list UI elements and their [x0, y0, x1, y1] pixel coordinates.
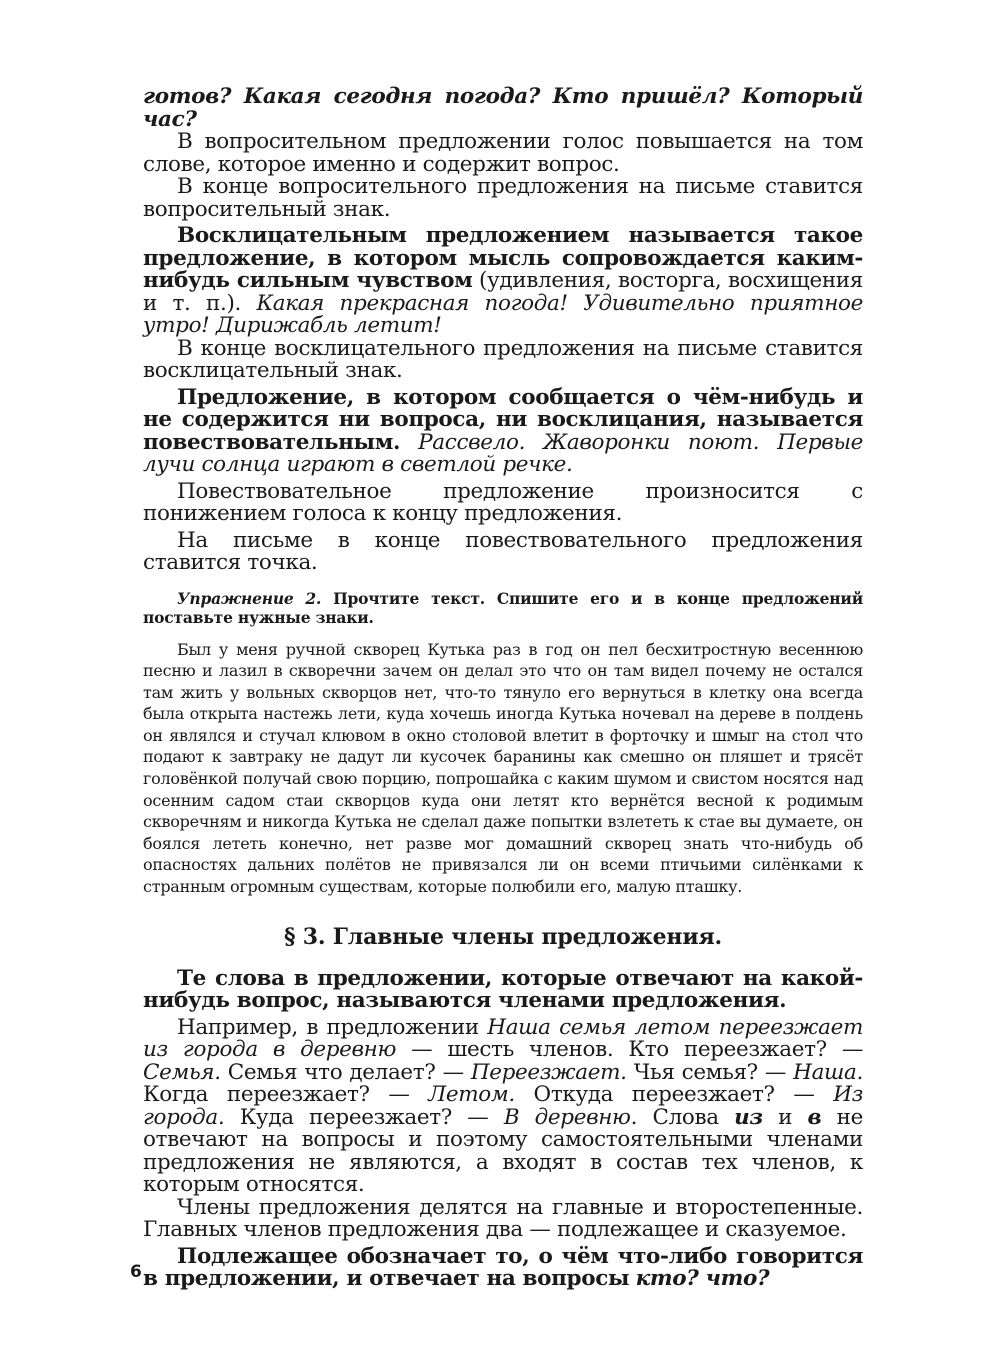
- word-span: из: [734, 1104, 763, 1130]
- rule-subject-questions: кто? что?: [635, 1266, 770, 1292]
- rule-declarative-bold: Предложение, в котором сообщается о чём-нибудь и не содержится ни вопроса, ни восклицания, называется повествовательным.: [143, 384, 863, 455]
- paragraph-question-mark: В конце вопросительного предложения на письме ставится вопросительный знак.: [143, 174, 863, 222]
- page-number: 6: [130, 1262, 142, 1282]
- word-span: в: [807, 1104, 822, 1130]
- section-heading: § 3. Главные члены предложения.: [284, 923, 722, 950]
- rule-subject: [143, 1243, 863, 1292]
- example-questions-line: готов? Какая сегодня погода? Кто пришёл? Который час?: [143, 84, 863, 132]
- paragraph-example-members: [143, 1014, 864, 1198]
- rule-exclamatory-sentence: [143, 225, 863, 338]
- exercise-header: [143, 589, 863, 627]
- text-span: Слова: [652, 1104, 719, 1130]
- textbook-page: [143, 86, 863, 1291]
- exercise-instruction: Прочтите текст. Спишите его и в конце предложений поставьте нужные знаки.: [143, 588, 863, 627]
- text-span: Чья семья? —: [633, 1059, 787, 1085]
- text-span: Откуда переезжает? —: [533, 1082, 815, 1108]
- rule-exclamatory-bold: Восклицательным предложением называется такое предложение, в котором мысль сопровождается каким-нибудь сильным чувством: [143, 223, 863, 293]
- exercise-text: Был у меня ручной скворец Кутька раз в год он пел бесхитростную весеннюю песню и лазил в скворечни зачем он делал это что он там видел почему не остался там жить у вольных скворцов нет, что-то тянуло его вернуться в клетку она всегда была открыта настежь лети, куда хочешь иногда Кутька ночевал на дереве в полдень он являлся и стучал клювом в окно столовой влетит в форточку и шмыг на стол что подают к завтраку не дадут ли кусочек баранины как смешно он пляшет и трясёт головёнкой получай свою порцию, попрошайка с каким шумом и свистом носятся над осенним садом стаи скворцов куда они летят кто вернётся весной к родимым скворечням и никогда Кутька не сделал даже попытки взлететь к стае вы думаете, он боялся лететь конечно, нет разве мог домашний скворец знать что-нибудь об опасностях дальних полётов не привязался ли он всеми птичьими силёнками к странным огромным существам, которые полюбили его, малую пташку.: [143, 639, 863, 897]
- answer-span: Из города.: [143, 1082, 864, 1130]
- paragraph-question-intonation: В вопросительном предложении голос повышается на том слове, которое именно и содержит вопрос.: [143, 129, 863, 177]
- text-span: не отвечают на вопросы и поэтому самостоятельными членами предложения не являются, а входят в состав тех членов, к которым относятся.: [143, 1104, 864, 1198]
- rule-exclamatory-plain: (удивления, восторга, восхищения и т. п.).: [143, 268, 863, 316]
- paragraph-exclamation-mark: В конце восклицательного предложения на письме ставится восклицательный знак.: [143, 335, 863, 383]
- rule-exclamatory-examples: Какая прекрасная погода! Удивительно приятное утро! Дирижабль летит!: [143, 290, 864, 338]
- rule-subject-bold: Подлежащее обозначает то, о чём что-либо говорится в предложении, и отвечает на вопросы: [143, 1243, 863, 1292]
- answer-span: Летом.: [428, 1082, 515, 1108]
- text-span: Семья что делает? —: [227, 1059, 464, 1085]
- text-span: Куда переезжает? —: [239, 1104, 489, 1130]
- answer-span: В деревню.: [503, 1104, 638, 1130]
- answer-span: Наша.: [793, 1059, 864, 1085]
- text-span: — шесть членов. Кто переезжает? —: [411, 1037, 864, 1063]
- paragraph-period: На письме в конце повествовательного предложения ставится точка.: [143, 527, 863, 575]
- text-span: Например, в предложении: [177, 1014, 479, 1040]
- text-span: и: [778, 1104, 793, 1130]
- text-span: Когда переезжает? —: [143, 1082, 410, 1108]
- exercise-label: Упражнение 2.: [177, 588, 322, 608]
- example-sentence: Наша семья летом переезжает из города в деревню: [143, 1014, 863, 1063]
- paragraph-main-secondary: Члены предложения делятся на главные и второстепенные. Главных членов предложения два — подлежащее и сказуемое.: [143, 1194, 863, 1243]
- answer-span: Переезжает.: [470, 1059, 627, 1085]
- answer-span: Семья.: [143, 1059, 221, 1085]
- rule-sentence-members: Те слова в предложении, которые отвечают на какой-нибудь вопрос, называются членами предложения.: [143, 965, 863, 1014]
- rule-declarative-sentence: [143, 384, 863, 477]
- paragraph-declarative-intonation: Повествовательное предложение произносится с понижением голоса к концу предложения.: [143, 478, 863, 526]
- rule-declarative-examples: Рассвело. Жаворонки поют. Первые лучи солнца играют в светлой речке.: [143, 429, 863, 477]
